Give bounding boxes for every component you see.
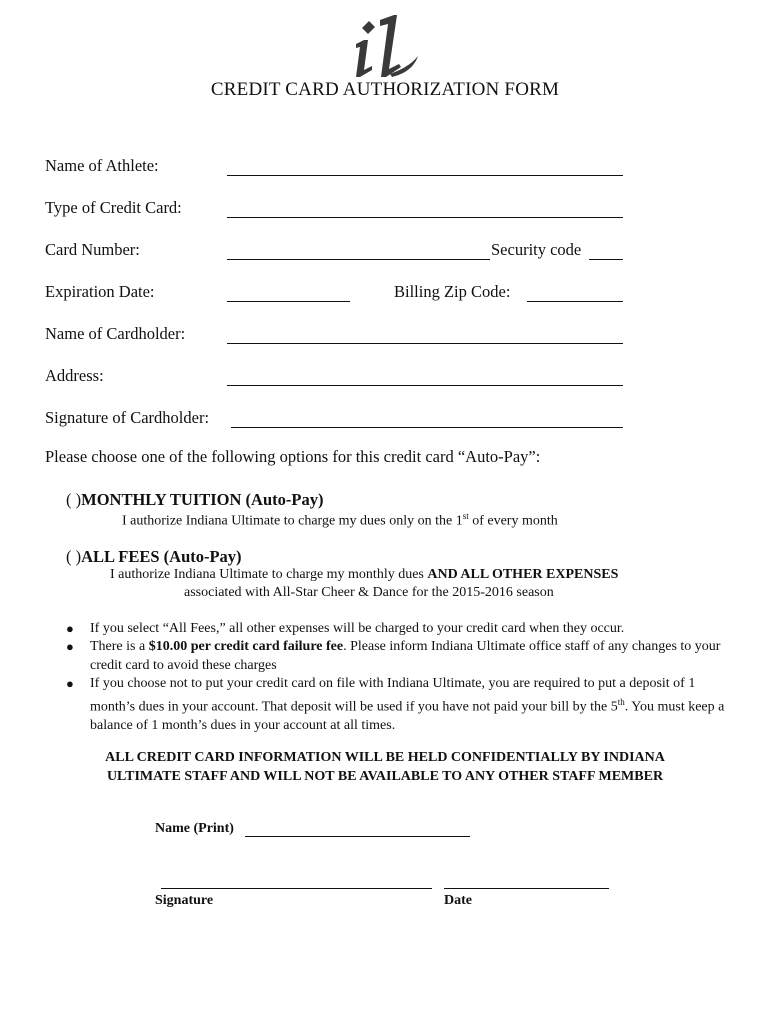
athlete-name-line[interactable] <box>227 175 623 176</box>
date-label: Date <box>444 893 472 908</box>
option-all-fees-description-line1: I authorize Indiana Ultimate to charge my monthly dues AND ALL OTHER EXPENSES <box>110 567 619 582</box>
option-all-fees-title: ALL FEES (Auto-Pay) <box>81 547 242 566</box>
option-monthly-title: MONTHLY TUITION (Auto-Pay) <box>81 490 324 509</box>
name-print-line[interactable] <box>245 836 470 837</box>
security-code-line[interactable] <box>589 259 623 260</box>
cardholder-name-line[interactable] <box>227 343 623 344</box>
option-monthly-description: I authorize Indiana Ultimate to charge my dues only on the 1st of every month <box>122 511 558 529</box>
notice-line-1: ALL CREDIT CARD INFORMATION WILL BE HELD CONFIDENTIALLY BY INDIANA <box>105 750 665 765</box>
expiration-date-line[interactable] <box>227 301 350 302</box>
security-code-label: Security code <box>491 240 582 259</box>
billing-zip-label: Billing Zip Code: <box>394 282 511 301</box>
cardholder-signature-line[interactable] <box>231 427 623 428</box>
list-item: ● If you choose not to put your credit card on file with Indiana Ultimate, you are required to put a deposit of 1 month’s dues in your account. That deposit will be used if you have not paid your bill by the 5th. You must keep a balance of 1 month’s dues in your account at all times. <box>66 675 725 734</box>
option-all-fees-checkbox[interactable]: ( ) <box>66 547 82 566</box>
field-label-cardholder-signature: Signature of Cardholder: <box>45 408 210 427</box>
signature-line[interactable] <box>161 888 432 889</box>
list-item: ● There is a $10.00 per credit card failure fee. Please inform Indiana Ultimate office staff of any changes to your credit card to avoid these charges <box>66 639 721 673</box>
field-label-card-type: Type of Credit Card: <box>45 198 182 217</box>
card-number-line[interactable] <box>227 259 490 260</box>
field-label-cardholder-name: Name of Cardholder: <box>45 324 186 343</box>
address-line[interactable] <box>227 385 623 386</box>
autopay-prompt: Please choose one of the following options for this credit card “Auto-Pay”: <box>45 447 541 466</box>
option-all-fees[interactable] <box>66 547 242 567</box>
form-title: CREDIT CARD AUTHORIZATION FORM <box>210 79 560 100</box>
name-print-label: Name (Print) <box>155 821 234 836</box>
field-label-address: Address: <box>45 366 104 385</box>
billing-zip-line[interactable] <box>527 301 623 302</box>
option-monthly-checkbox[interactable]: ( ) <box>66 490 82 509</box>
date-line[interactable] <box>444 888 609 889</box>
option-all-fees-description-line2: associated with All-Star Cheer & Dance for the 2015-2016 season <box>184 585 554 600</box>
bullet-icon: ● <box>66 621 74 636</box>
option-monthly-tuition[interactable] <box>66 490 323 510</box>
field-label-athlete-name: Name of Athlete: <box>45 156 159 175</box>
bullet-icon: ● <box>66 675 74 691</box>
bullet-icon: ● <box>66 639 74 655</box>
card-type-line[interactable] <box>227 217 623 218</box>
signature-label: Signature <box>155 893 214 908</box>
indiana-ultimate-logo <box>344 14 420 80</box>
confidentiality-notice <box>0 748 770 786</box>
field-label-expiration-date: Expiration Date: <box>45 282 155 301</box>
policy-bullet-list <box>66 620 726 735</box>
field-label-card-number: Card Number: <box>45 240 140 259</box>
notice-line-2: ULTIMATE STAFF AND WILL NOT BE AVAILABLE TO ANY OTHER STAFF MEMBER <box>106 769 664 784</box>
list-item: ● If you select “All Fees,” all other expenses will be charged to your credit card when they occur. <box>66 620 726 638</box>
